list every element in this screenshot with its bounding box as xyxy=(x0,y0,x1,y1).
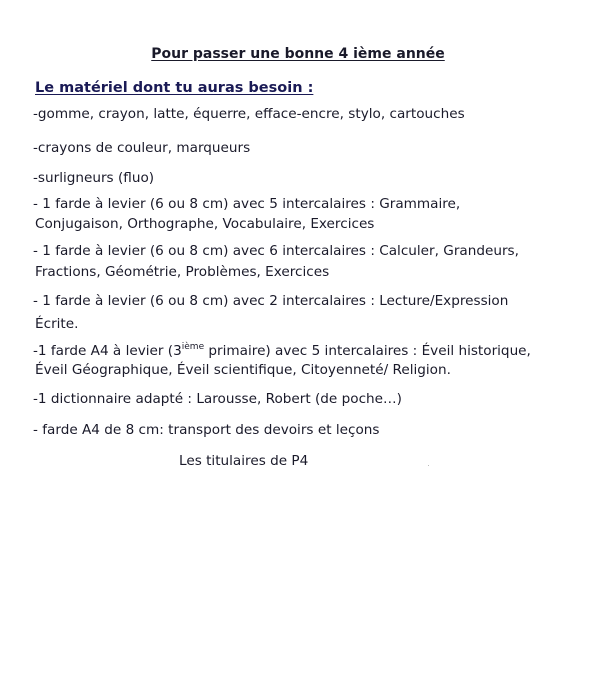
signature: Les titulaires de P4 xyxy=(179,453,309,469)
list-item: - 1 farde à levier (6 ou 8 cm) avec 2 intercalaires : Lecture/Expression xyxy=(33,293,509,309)
list-item xyxy=(33,342,531,359)
list-item-text: -1 farde A4 à levier (3 xyxy=(33,343,182,359)
list-item: -1 dictionnaire adapté : Larousse, Robert (de poche…) xyxy=(33,391,402,407)
list-item-continuation: Fractions, Géométrie, Problèmes, Exercices xyxy=(35,264,330,280)
list-item-continuation: Écrite. xyxy=(35,316,79,332)
page-title xyxy=(0,47,596,61)
list-item: -surligneurs (fluo) xyxy=(33,170,155,186)
list-item: -gomme, crayon, latte, équerre, efface-encre, stylo, cartouches xyxy=(33,106,465,122)
list-item: -crayons de couleur, marqueurs xyxy=(33,140,251,156)
page-title-text: Pour passer une bonne 4 ième année xyxy=(151,46,445,62)
section-heading: Le matériel dont tu auras besoin : xyxy=(35,80,314,96)
superscript-text: ième xyxy=(181,342,205,352)
list-item: - 1 farde à levier (6 ou 8 cm) avec 6 intercalaires : Calculer, Grandeurs, xyxy=(33,243,519,259)
list-item-continuation: Conjugaison, Orthographe, Vocabulaire, Exercices xyxy=(35,216,375,232)
list-item-text: primaire) avec 5 intercalaires : Éveil historique, xyxy=(204,343,531,359)
list-item-continuation: Éveil Géographique, Éveil scientifique, Citoyenneté/ Religion. xyxy=(35,362,451,378)
list-item: - 1 farde à levier (6 ou 8 cm) avec 5 intercalaires : Grammaire, xyxy=(33,196,461,212)
scan-speck xyxy=(428,465,429,466)
list-item: - farde A4 de 8 cm: transport des devoirs et leçons xyxy=(33,422,380,438)
